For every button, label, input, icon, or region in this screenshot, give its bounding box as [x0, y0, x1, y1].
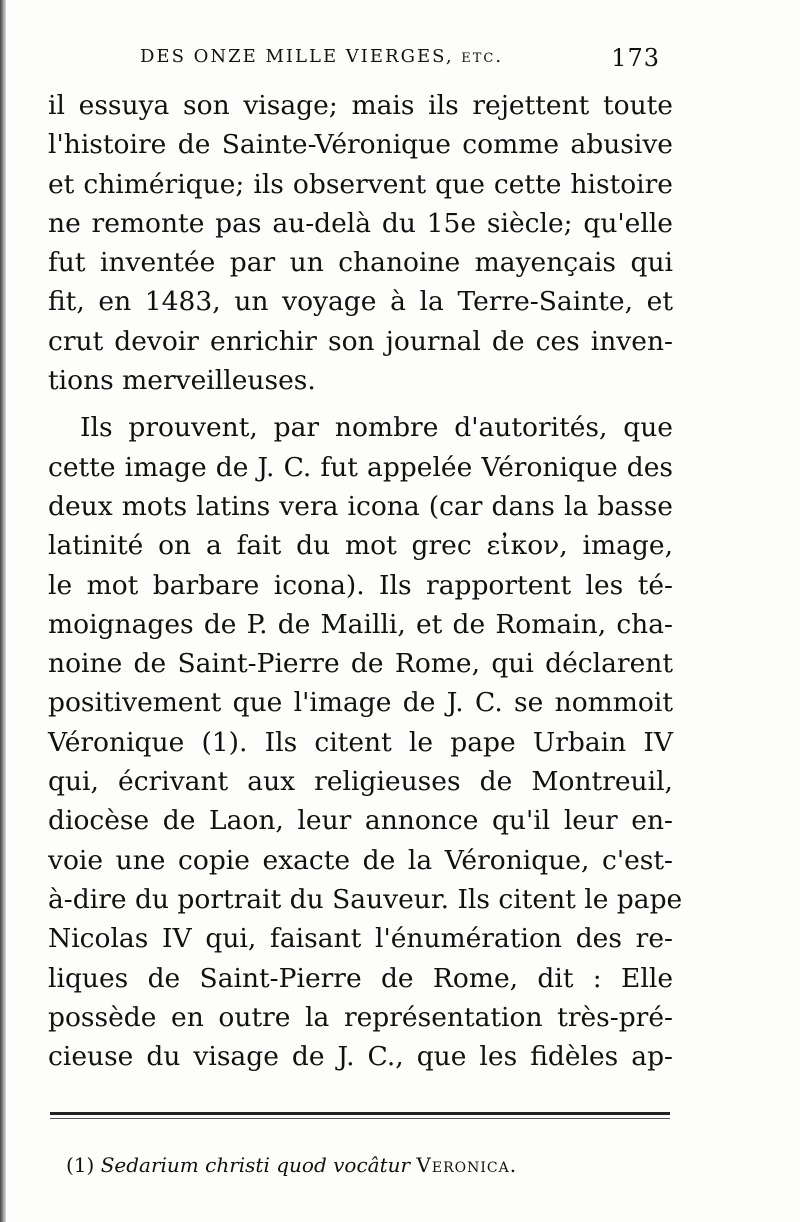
text-line: liques de Saint-Pierre de Rome, dit : Elle: [48, 962, 673, 994]
text-line: voie une copie exacte de la Véronique, c'est-: [48, 844, 673, 876]
body-text: [48, 86, 683, 1076]
text-line: deux mots latins vera icona (car dans la basse: [48, 490, 673, 522]
footnote-marker: (1): [66, 1153, 95, 1177]
text-line: moignages de P. de Mailli, et de Romain, cha-: [48, 608, 673, 640]
running-title: DES ONZE MILLE VIERGES, etc.: [140, 46, 504, 67]
text-line: le mot barbare icona). Ils rapportent les té-: [48, 569, 673, 601]
page-edge-shadow: [0, 0, 6, 1222]
footnote: [66, 1150, 666, 1180]
text-line: cieuse du visage de J. C., que les fidèles ap-: [48, 1041, 673, 1073]
text-line: tions merveilleuses.: [48, 365, 316, 397]
text-line: fit, en 1483, un voyage à la Terre-Sainte, et: [48, 286, 673, 318]
text-line: l'histoire de Sainte-Véronique comme abusive: [48, 129, 673, 161]
footnote-text: Sedarium christi quod vocâtur: [100, 1153, 411, 1177]
text-line: latinité on a fait du mot grec εἰκον, image,: [48, 530, 673, 562]
text-line: positivement que l'image de J. C. se nommoit: [48, 687, 673, 719]
text-line: et chimérique; ils observent que cette histoire: [48, 168, 673, 200]
text-line: il essuya son visage; mais ils rejettent toute: [48, 90, 673, 121]
text-line: noine de Saint-Pierre de Rome, qui déclarent: [48, 648, 673, 680]
text-line: crut devoir enrichir son journal de ces inven-: [48, 325, 673, 357]
text-line: à-dire du portrait du Sauveur. Ils citent le pape: [48, 883, 683, 915]
text-line: ne remonte pas au-delà du 15e siècle; qu'elle: [48, 207, 673, 239]
text-line: Ils prouvent, par nombre d'autorités, que: [80, 412, 673, 444]
text-line: diocèse de Laon, leur annonce qu'il leur en-: [48, 805, 673, 837]
running-head: [140, 44, 660, 74]
footnote-rule: [50, 1112, 670, 1115]
text-line: fut inventée par un chanoine mayençais qui: [48, 247, 673, 279]
text-line: Nicolas IV qui, faisant l'énumération des re-: [48, 923, 673, 955]
text-line: cette image de J. C. fut appelée Véronique des: [48, 451, 673, 483]
text-line: qui, écrivant aux religieuses de Montreuil,: [48, 766, 673, 798]
text-line: possède en outre la représentation très-pré-: [48, 1001, 673, 1033]
text-line: Véronique (1). Ils citent le pape Urbain IV: [48, 726, 673, 758]
page-number: 173: [611, 44, 660, 72]
paragraph-gap: [48, 400, 673, 408]
footnote-term: Veronica.: [416, 1153, 518, 1177]
footnote-rule-thin: [50, 1118, 670, 1119]
